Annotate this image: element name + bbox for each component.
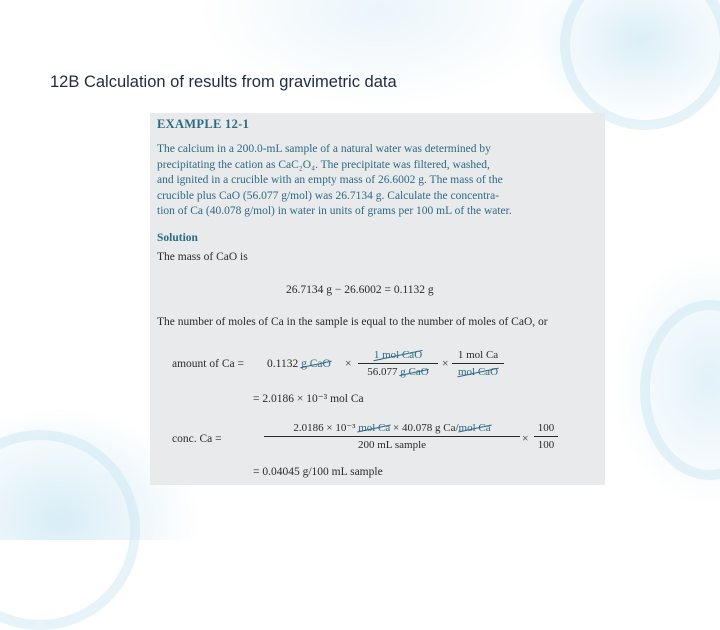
amount-result: = 2.0186 × 10⁻³ mol Ca [253,393,364,405]
problem-line: precipitating the cation as CaC₂O₄. The precipitate was filtered, washed, [157,158,490,171]
problem-line: and ignited in a crucible with an empty mass of 26.6002 g. The mass of the [157,174,503,187]
fraction-concentration: 2.0186 × 10⁻³ mol Ca × 40.078 g Ca/mol Ca 200 mL sample [264,421,520,452]
problem-line: crucible plus CaO (56.077 g/mol) was 26.7134 g. Calculate the concentra- [157,189,500,202]
fraction-100-100: 100 100 [534,421,558,452]
fraction-ca-per-cao: 1 mol Ca mol CaO [452,348,504,379]
problem-statement [157,142,600,220]
slide-title: 12B Calculation of results from gravimetric data [50,73,397,91]
example-panel [150,113,605,485]
times-sign: × [442,358,449,370]
fraction-mol-cao: 1 mol CaO 56.077 g CaO [358,348,438,379]
amount-value: 0.1132 g CaO [267,358,331,370]
cancelled-unit: g CaO [301,358,331,370]
cancelled-unit: mol CaO [457,366,499,378]
solution-heading: Solution [157,232,198,244]
times-sign: × [522,433,529,445]
problem-line: The calcium in a 200.0-mL sample of a natural water was determined by [157,143,491,155]
cancelled-unit: g CaO [400,366,429,378]
conc-result: = 0.04045 g/100 mL sample [253,466,383,478]
cancelled-unit: 1 mol CaO [373,349,423,361]
cancelled-unit: mol Ca [358,422,391,434]
times-sign: × [345,358,352,370]
problem-line: tion of Ca (40.078 g/mol) in water in units of grams per 100 mL of the water. [157,205,512,218]
moles-intro: The number of moles of Ca in the sample is equal to the number of moles of CaO, or [157,316,548,328]
conc-label: conc. Ca = [172,433,222,445]
mass-intro: The mass of CaO is [157,251,248,263]
amount-label: amount of Ca = [172,358,244,370]
mass-equation: 26.7134 g − 26.6002 = 0.1132 g [286,284,434,296]
example-title: EXAMPLE 12-1 [157,117,250,131]
cancelled-unit: mol Ca [458,422,491,434]
